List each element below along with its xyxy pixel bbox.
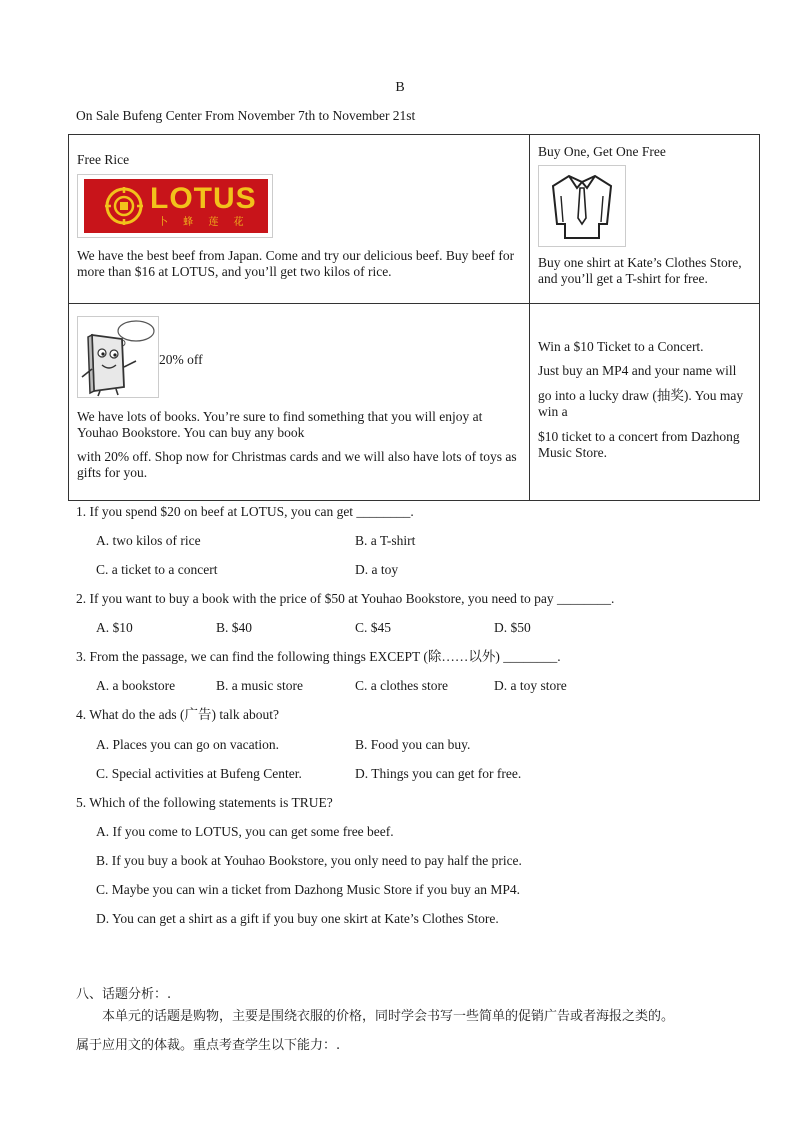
- book-image: [77, 316, 159, 398]
- q1-option-a: A. two kilos of rice: [96, 533, 201, 548]
- shirt-icon: [539, 166, 625, 246]
- analysis-paragraph-1: 本单元的话题是购物，主要是围绕衣服的价格，同时学会书写一些简单的促销广告或者海报之类的。: [102, 1009, 675, 1024]
- question-1: 1. If you spend $20 on beef at LOTUS, you can get ________.: [76, 504, 414, 519]
- book-character-icon: [78, 317, 158, 397]
- q2-option-c: C. $45: [355, 620, 392, 635]
- question-2: 2. If you want to buy a book with the price of $50 at Youhao Bookstore, you need to pay ________.: [76, 591, 615, 606]
- ad-shirt: [530, 135, 760, 304]
- ad-books-text-2: with 20% off. Shop now for Christmas cards and we will also have lots of toys as gifts for you.: [77, 449, 517, 480]
- q5-option-d: D. You can get a shirt as a gift if you buy one skirt at Kate’s Clothes Store.: [96, 911, 499, 926]
- ad-shirt-text: Buy one shirt at Kate’s Clothes Store, and you’ll get a T-shirt for free.: [538, 255, 742, 286]
- ad-books-discount: 20% off: [159, 352, 203, 367]
- lotus-logo-text: LOTUS: [150, 182, 257, 215]
- ads-table: [68, 134, 760, 501]
- lotus-logo: [77, 174, 273, 238]
- ad-rice: [69, 135, 530, 304]
- shirt-image: [538, 165, 626, 247]
- ad-rice-title: Free Rice: [77, 152, 130, 167]
- question-5: 5. Which of the following statements is TRUE?: [76, 795, 333, 810]
- q4-option-b: B. Food you can buy.: [355, 737, 471, 752]
- q2-option-d: D. $50: [494, 620, 531, 635]
- analysis-paragraph-2: 属于应用文的体裁。重点考查学生以下能力：.: [76, 1038, 341, 1053]
- q2-option-b: B. $40: [216, 620, 253, 635]
- q1-option-d: D. a toy: [355, 562, 399, 577]
- q4-option-d: D. Things you can get for free.: [355, 766, 522, 781]
- ad-books: [69, 304, 530, 501]
- q5-option-c: C. Maybe you can win a ticket from Dazhong Music Store if you buy an MP4.: [96, 882, 521, 897]
- q1-option-b: B. a T-shirt: [355, 533, 416, 548]
- q1-option-c: C. a ticket to a concert: [96, 562, 218, 577]
- question-4: 4. What do the ads (广告) talk about?: [76, 707, 279, 722]
- section-letter: B: [395, 80, 405, 95]
- ad-rice-text: We have the best beef from Japan. Come and try our delicious beef. Buy beef for more than $16 at LOTUS, and you’ll get two kilos of rice.: [77, 248, 515, 279]
- q5-option-a: A. If you come to LOTUS, you can get some free beef.: [96, 824, 394, 839]
- q3-option-c: C. a clothes store: [355, 678, 448, 693]
- ad-concert-line-3: $10 ticket to a concert from Dazhong Music Store.: [538, 429, 740, 460]
- q4-option-a: A. Places you can go on vacation.: [96, 737, 279, 752]
- q4-option-c: C. Special activities at Bufeng Center.: [96, 766, 302, 781]
- ad-shirt-title: Buy One, Get One Free: [538, 144, 666, 159]
- q3-option-d: D. a toy store: [494, 678, 567, 693]
- q2-option-a: A. $10: [96, 620, 133, 635]
- question-3: 3. From the passage, we can find the following things EXCEPT (除……以外) ________.: [76, 649, 561, 664]
- q3-option-b: B. a music store: [216, 678, 303, 693]
- q3-option-a: A. a bookstore: [96, 678, 176, 693]
- ad-concert: [530, 304, 760, 501]
- ad-books-text-1: We have lots of books. You’re sure to find something that you will enjoy at Youhao Bookstore. You can buy any book: [77, 409, 483, 440]
- ad-concert-line-2: go into a lucky draw (抽奖). You may win a: [538, 388, 744, 419]
- ad-concert-line-1: Just buy an MP4 and your name will: [538, 363, 737, 378]
- q5-option-b: B. If you buy a book at Youhao Bookstore, you only need to pay half the price.: [96, 853, 522, 868]
- sale-header: On Sale Bufeng Center From November 7th to November 21st: [76, 108, 416, 123]
- lotus-logo-subtext: 卜 蜂 莲 花: [158, 217, 250, 228]
- ad-concert-title: Win a $10 Ticket to a Concert.: [538, 339, 704, 354]
- analysis-heading: 八、话题分析：.: [76, 987, 172, 1002]
